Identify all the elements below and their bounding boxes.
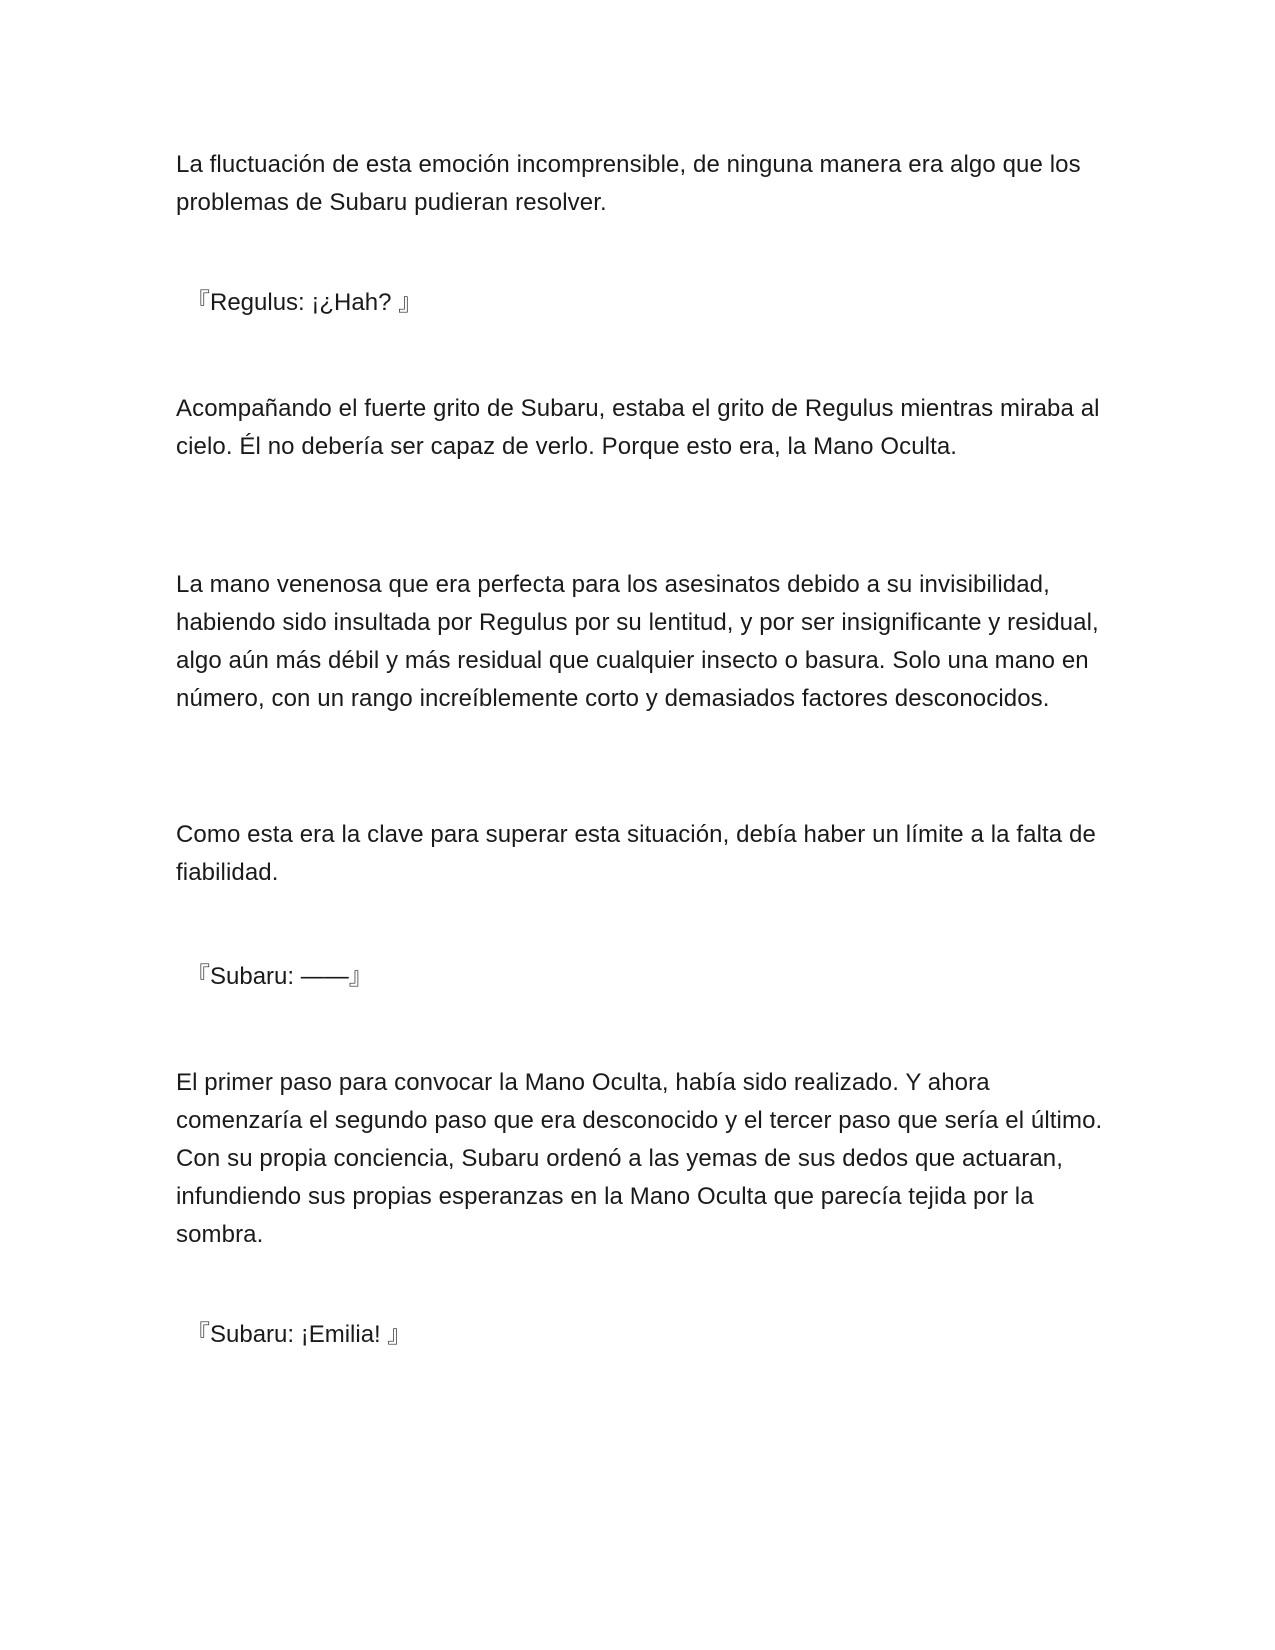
paragraph-4: Como esta era la clave para superar esta situación, debía haber un límite a la falta de fiabilidad. [176, 821, 1096, 886]
paragraph-1: La fluctuación de esta emoción incomprensible, de ninguna manera era algo que los problemas de Subaru pudieran resolver. [176, 151, 1081, 216]
dialogue-subaru-dash: 『Subaru: ——』 [186, 963, 373, 990]
paragraph-5: El primer paso para convocar la Mano Oculta, había sido realizado. Y ahora comenzaría el segundo paso que era desconocido y el tercer paso que sería el último. Con su propia conciencia, Subaru ordenó a las yemas de sus dedos que actuaran, infundiendo sus propias esperanzas en la Mano Oculta que parecía tejida por la sombra. [176, 1069, 1103, 1248]
dialogue-regulus-hah: 『Regulus: ¡¿Hah? 』 [186, 289, 423, 316]
dialogue-subaru-emilia: 『Subaru: ¡Emilia! 』 [186, 1321, 412, 1348]
paragraph-3: La mano venenosa que era perfecta para los asesinatos debido a su invisibilidad, habiendo sido insultada por Regulus por su lentitud, y por ser insignificante y residual, algo aún más débil y más residual que cualquier insecto o basura. Solo una mano en número, con un rango increíblemente corto y demasiados factores desconocidos. [176, 571, 1099, 712]
paragraph-2: Acompañando el fuerte grito de Subaru, estaba el grito de Regulus mientras miraba al cielo. Él no debería ser capaz de verlo. Porque esto era, la Mano Oculta. [176, 395, 1100, 460]
